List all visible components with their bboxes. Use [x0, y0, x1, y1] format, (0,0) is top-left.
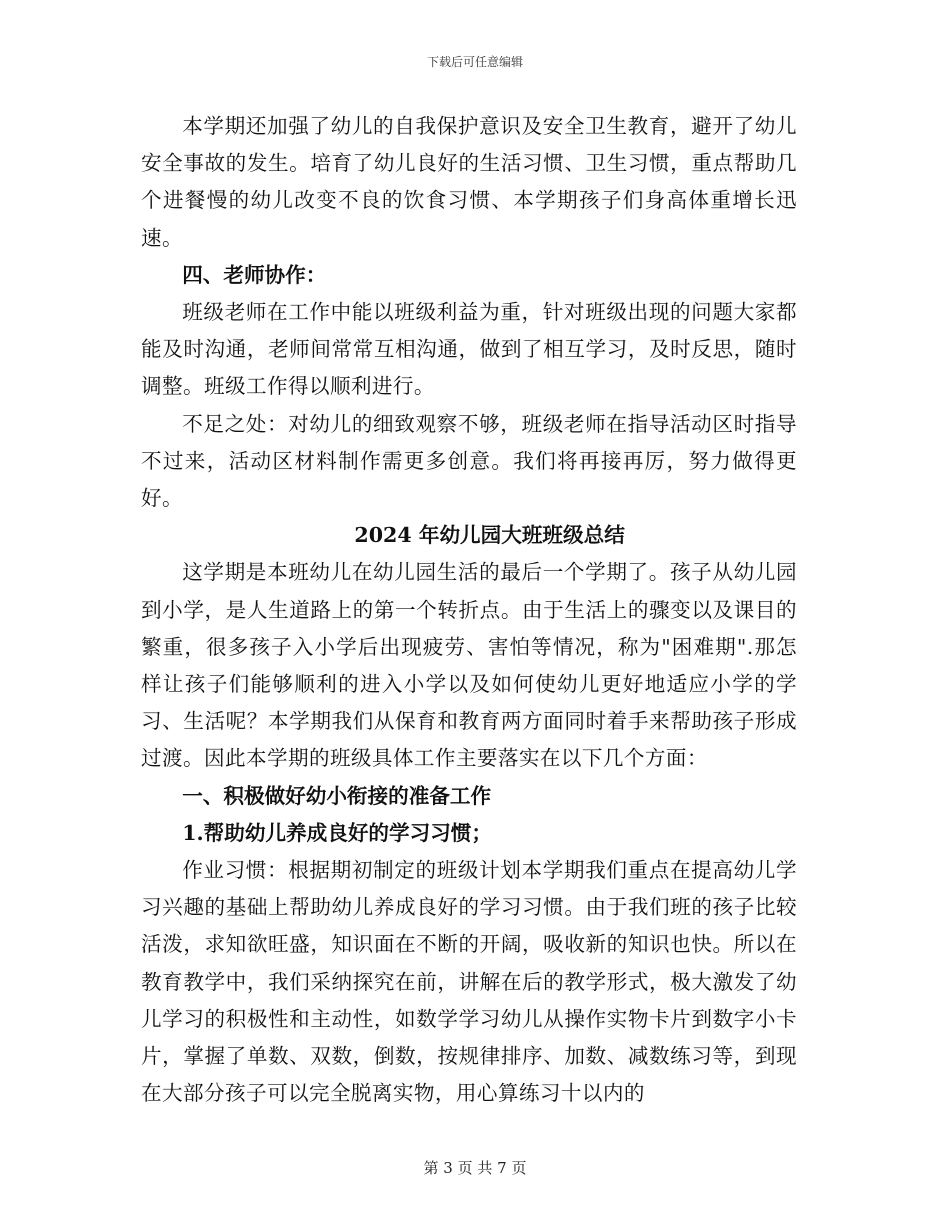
section-heading-transition-preparation: 一、积极做好幼小衔接的准备工作: [182, 783, 492, 808]
page-header: 下载后可任意编辑: [426, 55, 523, 69]
paragraph-introduction: 这学期是本班幼儿在幼儿园生活的最后一个学期了。孩子从幼儿园到小学，是人生道路上的第一个转折点。由于生活上的骤变以及课目的繁重，很多孩子入小学后出现疲劳、害怕等情况，称为"困难期".那怎样让孩子们能够顺利的进入小学以及如何使幼儿更好地适应小学的学习、生活呢？本学期我们从保育和教育两方面同时着手来帮助孩子形成过渡。因此本学期的班级具体工作主要落实在以下几个方面：: [141, 560, 797, 771]
page-footer: 第 3 页 共 7 页: [423, 1159, 527, 1177]
section-heading-teacher-cooperation: 四、老师协作：: [182, 262, 327, 287]
document-body: [141, 108, 797, 1112]
paragraph-homework-habits: 作业习惯：根据期初制定的班级计划本学期我们重点在提高幼儿学习兴趣的基础上帮助幼儿养成良好的学习习惯。由于我们班的孩子比较活泼，求知欲旺盛，知识面在不断的开阔，吸收新的知识也快。所以在教育教学中，我们采纳探究在前，讲解在后的教学形式，极大激发了幼儿学习的积极性和主动性，如数学学习幼儿从操作实物卡片到数字小卡片，掌握了单数、双数，倒数，按规律排序、加数、减数练习等，到现在大部分孩子可以完全脱离实物，用心算练习十以内的: [141, 858, 797, 1106]
subsection-heading-study-habits: 1.帮助幼儿养成良好的学习习惯；: [182, 820, 492, 845]
paragraph-safety-education: 本学期还加强了幼儿的自我保护意识及安全卫生教育，避开了幼儿安全事故的发生。培育了幼儿良好的生活习惯、卫生习惯，重点帮助几个进餐慢的幼儿改变不良的饮食习惯、本学期孩子们身高体重增长迅速。: [141, 114, 797, 250]
document-title: 2024 年幼儿园大班班级总结: [354, 523, 625, 548]
paragraph-shortcomings: 不足之处：对幼儿的细致观察不够，班级老师在指导活动区时指导不过来，活动区材料制作需更多创意。我们将再接再厉，努力做得更好。: [141, 411, 797, 511]
paragraph-teacher-cooperation: 班级老师在工作中能以班级利益为重，针对班级出现的问题大家都能及时沟通，老师间常常互相沟通，做到了相互学习，及时反思，随时调整。班级工作得以顺利进行。: [141, 300, 797, 399]
